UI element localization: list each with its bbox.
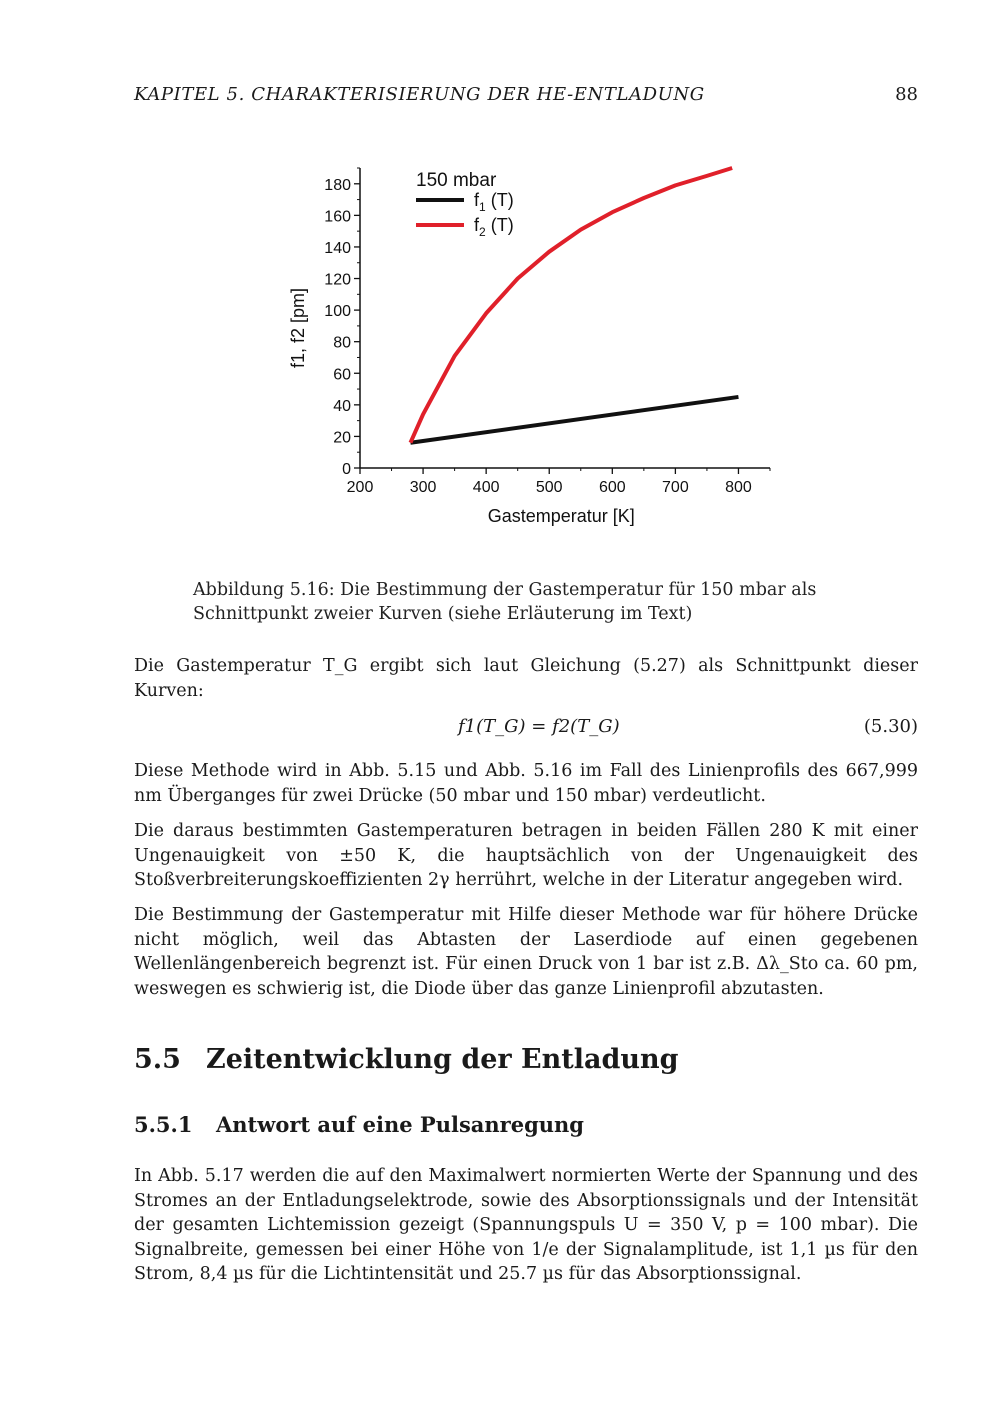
paragraph-5: In Abb. 5.17 werden die auf den Maximalwert normierten Werte der Spannung und des Stromes an der Entladungselektrode, sowie des Absorptionssignals und der Intensität der gesamten Lichtemission gezeigt (Spannungspuls U = 350 V, p = 100 mbar). Die Signalbreite, gemessen bei einer Höhe von 1/e der Signalamplitude, ist 1,1 µs für den Strom, 8,4 µs für die Lichtintensität und 25.7 µs für das Absorptionssignal. xyxy=(134,1166,918,1284)
y-tick-label: 100 xyxy=(324,303,351,321)
legend-label-2: $f_2$ (T) xyxy=(474,215,514,239)
chapter-title: KAPITEL 5. CHARAKTERISIERUNG DER HE-ENTLADUNG xyxy=(134,84,705,105)
paragraph-2: Diese Methode wird in Abb. 5.15 und Abb. 5.16 im Fall des Linienprofils des 667,999 nm Überganges für zwei Drücke (50 mbar und 150 mbar) verdeutlicht. xyxy=(134,761,918,806)
y-tick-label: 20 xyxy=(333,429,351,447)
x-tick-label: 500 xyxy=(535,479,563,496)
page-header xyxy=(134,84,918,108)
y-tick-label: 160 xyxy=(324,208,351,226)
page-number: 88 xyxy=(895,84,918,105)
y-tick-label: 40 xyxy=(333,397,351,415)
subsection-title: Antwort auf eine Pulsanregung xyxy=(216,1112,584,1137)
equation-block xyxy=(134,716,918,742)
paragraph-4: Die Bestimmung der Gastemperatur mit Hilfe dieser Methode war für höhere Drücke nicht möglich, weil das Abtasten der Laserdiode auf einen gegebenen Wellenlängenbereich begrenzt ist. Für einen Druck von 1 bar ist z.B. Δλ_Sto ca. 60 pm, weswegen es schwierig ist, die Diode über das ganze Linienprofil abzutasten. xyxy=(134,905,918,999)
subsection-number: 5.5.1 xyxy=(134,1112,193,1137)
y-tick-label: 0 xyxy=(342,461,351,478)
x-tick-label: 400 xyxy=(472,479,500,496)
x-tick-label: 700 xyxy=(662,479,689,496)
temperature-chart xyxy=(280,160,780,535)
y-tick-label: 60 xyxy=(333,366,351,384)
y-tick-label: 80 xyxy=(333,334,351,352)
x-tick-label: 800 xyxy=(725,479,752,496)
y-tick-label: 180 xyxy=(324,176,351,194)
legend-title: 150 mbar xyxy=(416,170,497,191)
y-tick-label: 120 xyxy=(324,271,351,289)
y-axis-label: f1, f2 [pm] xyxy=(288,287,308,369)
series-line-2 xyxy=(410,168,732,443)
y-tick-label: 140 xyxy=(324,239,351,257)
paragraph-3: Die daraus bestimmten Gastemperaturen betragen in beiden Fällen 280 K mit einer Ungenauigkeit von ±50 K, die hauptsächlich von der Ungenauigkeit des Stoßverbreiterungskoeffizienten 2γ herrührt, welche in der Literatur angegeben wird. xyxy=(134,821,918,890)
x-tick-label: 600 xyxy=(598,479,626,496)
legend-label-1: $f_1$ (T) xyxy=(474,190,514,214)
equation-number: (5.30) xyxy=(863,716,918,737)
x-tick-label: 300 xyxy=(409,479,437,496)
figure-caption: Abbildung 5.16: Die Bestimmung der Gastemperatur für 150 mbar als Schnittpunkt zweier Kurven (siehe Erläuterung im Text) xyxy=(193,580,817,624)
paragraph-1: Die Gastemperatur T_G ergibt sich laut Gleichung (5.27) als Schnittpunkt dieser Kurven: xyxy=(134,656,918,701)
series-line-1 xyxy=(410,397,738,443)
x-tick-label: 200 xyxy=(346,479,374,496)
section-title: Zeitentwicklung der Entladung xyxy=(206,1044,679,1075)
section-number: 5.5 xyxy=(134,1044,181,1075)
equation-expression: f1(T_G) = f2(T_G) xyxy=(458,716,620,737)
x-axis-label: Gastemperatur [K] xyxy=(487,506,635,526)
